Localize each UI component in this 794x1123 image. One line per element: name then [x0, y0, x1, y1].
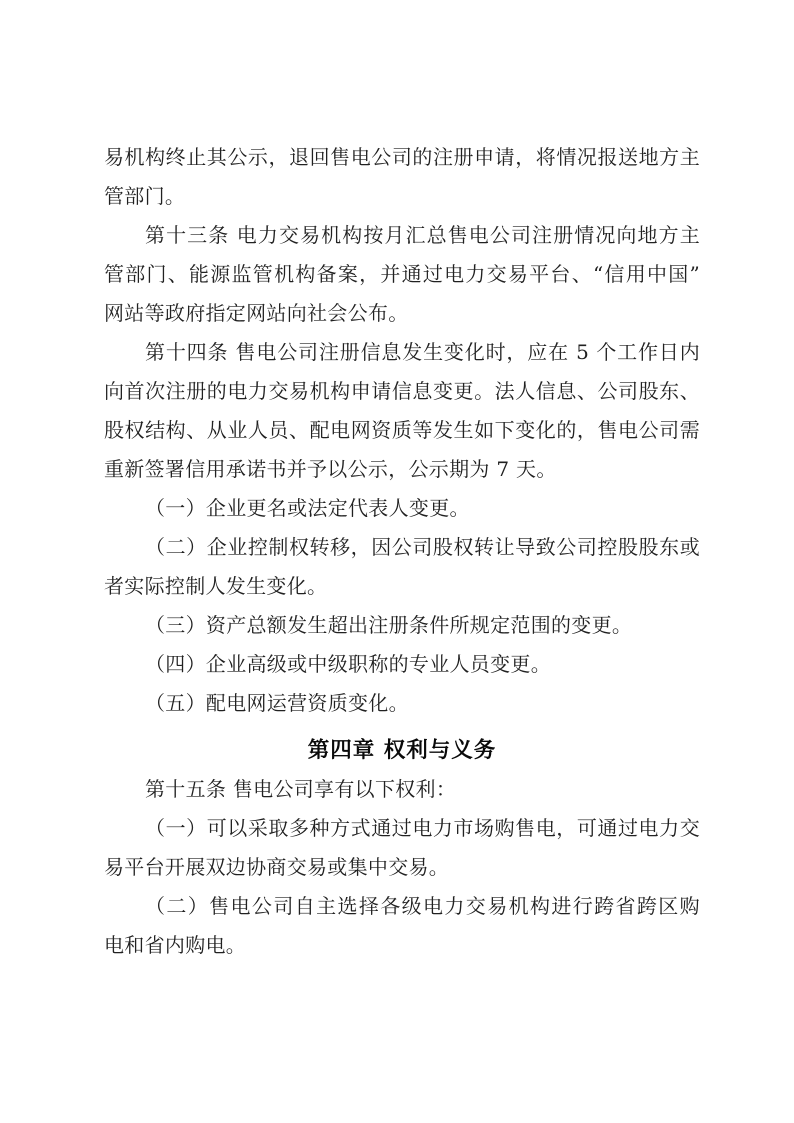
document-line-item-2: （二）售电公司自主选择各级电力交易机构进行跨省跨区购 [145, 894, 700, 918]
document-line-item-4: （四）企业高级或中级职称的专业人员变更。 [145, 652, 551, 676]
document-line-item-2: （二）企业控制权转移，因公司股权转让导致公司控股股东或 [145, 535, 700, 559]
document-line: 易平台开展双边协商交易或集中交易。 [104, 855, 450, 879]
document-line: 向首次注册的电力交易机构申请信息变更。法人信息、公司股东、 [104, 379, 700, 403]
document-line-item-1: （一）可以采取多种方式通过电力市场购售电，可通过电力交 [145, 816, 700, 840]
document-line-article-15: 第十五条 售电公司享有以下权利： [145, 777, 457, 801]
document-line-article-13: 第十三条 电力交易机构按月汇总售电公司注册情况向地方主 [145, 223, 700, 247]
document-line: 电和省内购电。 [104, 933, 247, 957]
document-line: 股权结构、从业人员、配电网资质等发生如下变化的，售电公司需 [104, 418, 700, 442]
document-line: 管部门、能源监管机构备案，并通过电力交易平台、“信用中国” [104, 262, 700, 286]
document-line-item-5: （五）配电网运营资质变化。 [145, 691, 409, 715]
document-line-item-3: （三）资产总额发生超出注册条件所规定范围的变更。 [145, 613, 633, 637]
document-line: 管部门。 [104, 184, 186, 208]
document-line-item-1: （一）企业更名或法定代表人变更。 [145, 496, 470, 520]
document-line: 重新签署信用承诺书并予以公示，公示期为 7 天。 [104, 457, 557, 481]
chapter-heading: 第四章 权利与义务 [307, 738, 497, 763]
document-line: 易机构终止其公示，退回售电公司的注册申请，将情况报送地方主 [104, 145, 700, 169]
document-text-block [104, 138, 700, 965]
document-line-article-14: 第十四条 售电公司注册信息发生变化时，应在 5 个工作日内 [145, 340, 700, 364]
document-line: 网站等政府指定网站向社会公布。 [104, 301, 409, 325]
document-line: 者实际控制人发生变化。 [104, 574, 328, 598]
